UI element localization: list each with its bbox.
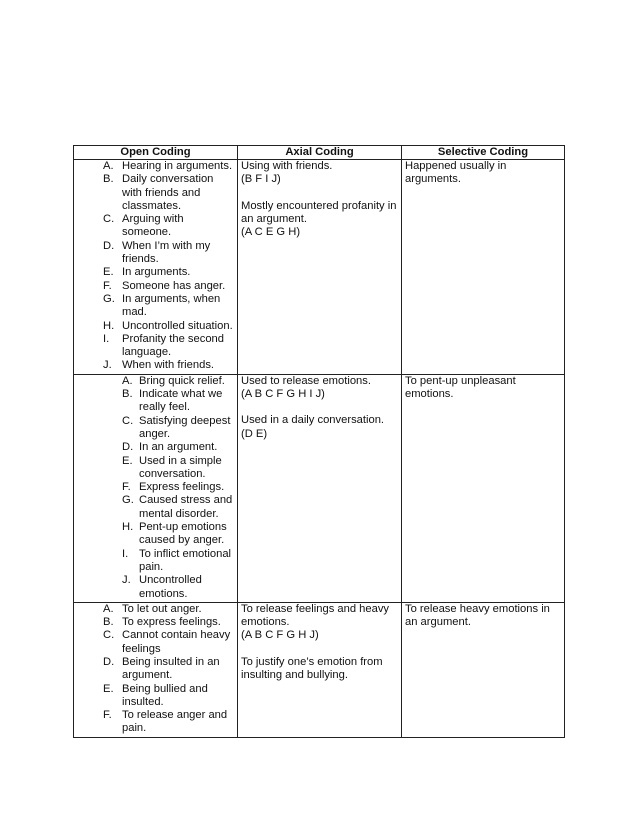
header-row bbox=[74, 146, 565, 160]
item-marker: D. bbox=[103, 239, 115, 252]
open-coding-cell bbox=[74, 602, 238, 737]
axial-text: Used to release emotions. bbox=[241, 374, 371, 387]
item-marker: B. bbox=[103, 173, 114, 186]
item-text: Being bullied and insulted. bbox=[122, 682, 208, 708]
table-row bbox=[74, 160, 565, 375]
item-marker: E. bbox=[103, 682, 114, 695]
table-row bbox=[74, 374, 565, 602]
item-marker: E. bbox=[122, 454, 133, 467]
item-text: Uncontrolled situation. bbox=[122, 319, 233, 332]
item-marker: I. bbox=[103, 332, 110, 345]
item-text: Being insulted in an argument. bbox=[122, 655, 220, 682]
item-marker: C. bbox=[103, 629, 115, 642]
list-item bbox=[77, 521, 234, 548]
axial-codes: (A B C F G H J) bbox=[241, 629, 319, 642]
item-text: To let out anger. bbox=[122, 602, 202, 615]
item-text: When I’m with my friends. bbox=[122, 239, 211, 266]
item-text: In arguments, when mad. bbox=[122, 292, 221, 319]
header-open-coding: Open Coding bbox=[74, 146, 238, 160]
selective-coding-cell bbox=[402, 160, 565, 375]
list-item bbox=[77, 603, 234, 616]
item-marker: G. bbox=[122, 494, 134, 507]
item-text: Bring quick relief. bbox=[139, 374, 225, 387]
item-text: Uncontrolled emotions. bbox=[139, 574, 202, 600]
axial-text: Using with friends. bbox=[241, 160, 333, 172]
axial-coding-cell bbox=[238, 374, 402, 602]
axial-coding-cell bbox=[238, 160, 402, 375]
list-item bbox=[77, 455, 234, 482]
item-marker: A. bbox=[103, 602, 114, 615]
item-text: Hearing in arguments. bbox=[122, 160, 233, 172]
item-marker: F. bbox=[103, 279, 112, 292]
list-item bbox=[77, 441, 234, 454]
selective-coding-cell bbox=[402, 602, 565, 737]
item-text: Satisfying deepest anger. bbox=[139, 414, 231, 440]
item-marker: F. bbox=[103, 709, 112, 722]
list-item bbox=[77, 709, 234, 736]
list-item bbox=[77, 616, 234, 629]
selective-text: To release heavy emotions in an argument. bbox=[405, 602, 550, 629]
open-coding-list bbox=[77, 603, 234, 736]
item-marker: J. bbox=[103, 359, 112, 372]
list-item bbox=[77, 494, 234, 521]
item-text: In arguments. bbox=[122, 266, 191, 279]
list-item bbox=[77, 683, 234, 710]
list-item bbox=[77, 160, 234, 173]
list-item bbox=[77, 415, 234, 442]
item-text: Cannot contain heavy feelings bbox=[122, 629, 231, 655]
item-text: Arguing with someone. bbox=[122, 213, 184, 239]
item-marker: F. bbox=[122, 481, 131, 494]
item-marker: D. bbox=[122, 441, 134, 454]
item-marker: I. bbox=[122, 547, 129, 560]
item-text: Someone has anger. bbox=[122, 279, 226, 292]
list-item bbox=[77, 574, 234, 601]
item-text: To release anger and pain. bbox=[122, 709, 228, 735]
open-coding-cell bbox=[74, 374, 238, 602]
item-marker: D. bbox=[103, 655, 115, 668]
list-item bbox=[77, 548, 234, 575]
axial-codes: (A B C F G H I J) bbox=[241, 388, 325, 401]
axial-coding-cell bbox=[238, 602, 402, 737]
item-text: Profanity the second language. bbox=[122, 332, 224, 359]
item-marker: H. bbox=[103, 319, 115, 332]
axial-codes: (D E) bbox=[241, 427, 268, 440]
header-selective-coding: Selective Coding bbox=[402, 146, 565, 160]
item-text: Caused stress and mental disorder. bbox=[139, 494, 233, 520]
list-item bbox=[77, 359, 234, 372]
selective-coding-cell bbox=[402, 374, 565, 602]
list-item bbox=[77, 266, 234, 279]
item-marker: B. bbox=[122, 388, 133, 401]
list-item bbox=[77, 481, 234, 494]
list-item bbox=[77, 240, 234, 267]
item-text: Used in a simple conversation. bbox=[139, 454, 222, 480]
list-item bbox=[77, 656, 234, 683]
item-marker: A. bbox=[122, 374, 133, 387]
table-row bbox=[74, 602, 565, 737]
axial-codes: (A C E G H) bbox=[241, 226, 301, 239]
item-marker: G. bbox=[103, 292, 115, 305]
list-item bbox=[77, 280, 234, 293]
axial-text: To justify one’s emotion from insulting and bullying. bbox=[241, 655, 383, 681]
item-text: Indicate what we really feel. bbox=[139, 388, 223, 414]
item-marker: A. bbox=[103, 160, 114, 172]
item-text: Pent-up emotions caused by anger. bbox=[139, 521, 227, 547]
list-item bbox=[77, 629, 234, 656]
item-text: When with friends. bbox=[122, 359, 215, 372]
item-marker: B. bbox=[103, 616, 114, 629]
selective-text: To pent-up unpleasant emotions. bbox=[405, 374, 516, 401]
open-coding-cell bbox=[74, 160, 238, 375]
item-marker: J. bbox=[122, 574, 131, 587]
open-coding-list bbox=[77, 375, 234, 601]
item-text: Express feelings. bbox=[139, 481, 225, 494]
axial-text: Used in a daily conversation. bbox=[241, 414, 385, 427]
list-item bbox=[77, 388, 234, 415]
selective-text: Happened usually in arguments. bbox=[405, 160, 507, 186]
list-item bbox=[77, 213, 234, 240]
list-item bbox=[77, 173, 234, 213]
item-text: In an argument. bbox=[139, 441, 218, 454]
list-item bbox=[77, 293, 234, 320]
coding-table bbox=[73, 145, 565, 738]
item-marker: C. bbox=[103, 213, 115, 226]
list-item bbox=[77, 375, 234, 388]
item-text: To express feelings. bbox=[122, 616, 221, 629]
item-marker: H. bbox=[122, 521, 134, 534]
item-text: Daily conversation with friends and classmates. bbox=[122, 173, 214, 212]
axial-codes: (B F I J) bbox=[241, 173, 281, 186]
list-item bbox=[77, 333, 234, 360]
header-axial-coding: Axial Coding bbox=[238, 146, 402, 160]
list-item bbox=[77, 320, 234, 333]
item-text: To inflict emotional pain. bbox=[139, 547, 232, 573]
item-marker: E. bbox=[103, 266, 114, 279]
axial-text: To release feelings and heavy emotions. bbox=[241, 602, 390, 629]
open-coding-list bbox=[77, 160, 234, 373]
item-marker: C. bbox=[122, 414, 134, 427]
axial-text: Mostly encountered profanity in an argument. bbox=[241, 199, 397, 225]
